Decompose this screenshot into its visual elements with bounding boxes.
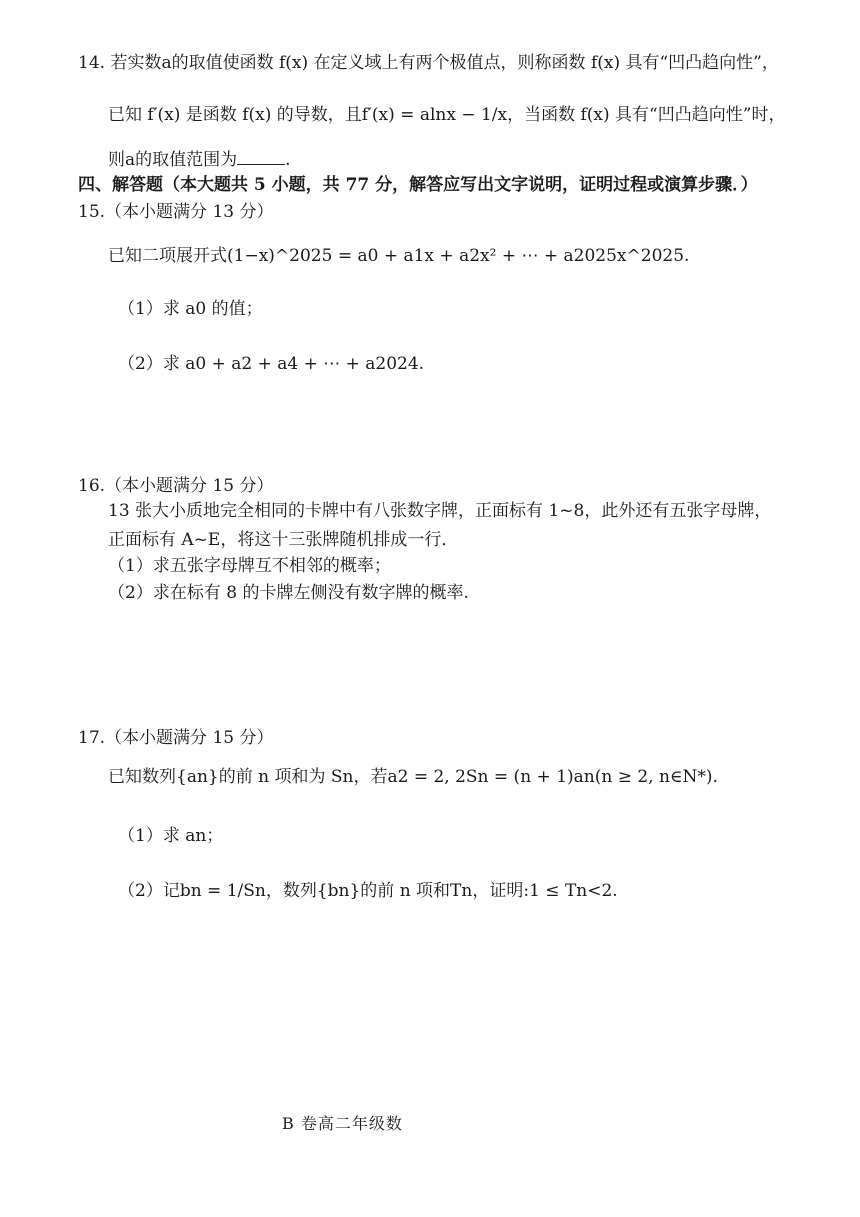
q15-header: 15.（本小题满分 13 分） xyxy=(78,202,274,222)
q17-part2: （2）记bn = 1/Sn，数列{bn}的前 n 项和Tn，证明:1 ≤ Tn<2. xyxy=(118,881,618,901)
q14-line3-text: 则a的取值范围为 xyxy=(108,150,238,170)
q15-part1: （1）求 a0 的值； xyxy=(118,299,263,319)
q14-line3 xyxy=(108,148,291,171)
q14-number: 14. xyxy=(78,53,106,73)
q14-line3-end: . xyxy=(285,150,291,170)
q16-part1: （1）求五张字母牌互不相邻的概率； xyxy=(108,556,391,576)
q16-part2: （2）求在标有 8 的卡牌左侧没有数字牌的概率. xyxy=(108,583,469,603)
q14-line1-text: 若实数a的取值使函数 f(x) 在定义域上有两个极值点，则称函数 f(x) 具有“凹凸趋向性”， xyxy=(110,53,779,73)
q17-header: 17.（本小题满分 15 分） xyxy=(78,728,274,748)
q17-stem: 已知数列{an}的前 n 项和为 Sn，若a2 = 2, 2Sn = (n + 1)an(n ≥ 2, n∈N*). xyxy=(108,767,718,787)
q17-part1: （1）求 an； xyxy=(118,826,224,846)
q15-part2: （2）求 a0 + a2 + a4 + ⋯ + a2024. xyxy=(118,354,425,374)
q14-line2: 已知 f′(x) 是函数 f(x) 的导数，且f′(x) = alnx − 1/x，当函数 f(x) 具有“凹凸趋向性”时， xyxy=(108,105,786,125)
q15-stem: 已知二项展开式(1−x)^2025 = a0 + a1x + a2x² + ⋯ + a2025x^2025. xyxy=(108,246,690,266)
page-footer: B 卷高二年级数 xyxy=(282,1114,403,1133)
q16-header: 16.（本小题满分 15 分） xyxy=(78,476,274,496)
q16-line1: 13 张大小质地完全相同的卡牌中有八张数字牌，正面标有 1~8，此外还有五张字母牌， xyxy=(108,501,772,521)
q16-line2: 正面标有 A~E，将这十三张牌随机排成一行． xyxy=(108,530,459,550)
answer-blank[interactable] xyxy=(237,148,285,165)
q14-line1 xyxy=(78,52,779,74)
section4-title: 四、解答题（本大题共 5 小题，共 77 分，解答应写出文字说明，证明过程或演算步骤．） xyxy=(78,175,758,195)
